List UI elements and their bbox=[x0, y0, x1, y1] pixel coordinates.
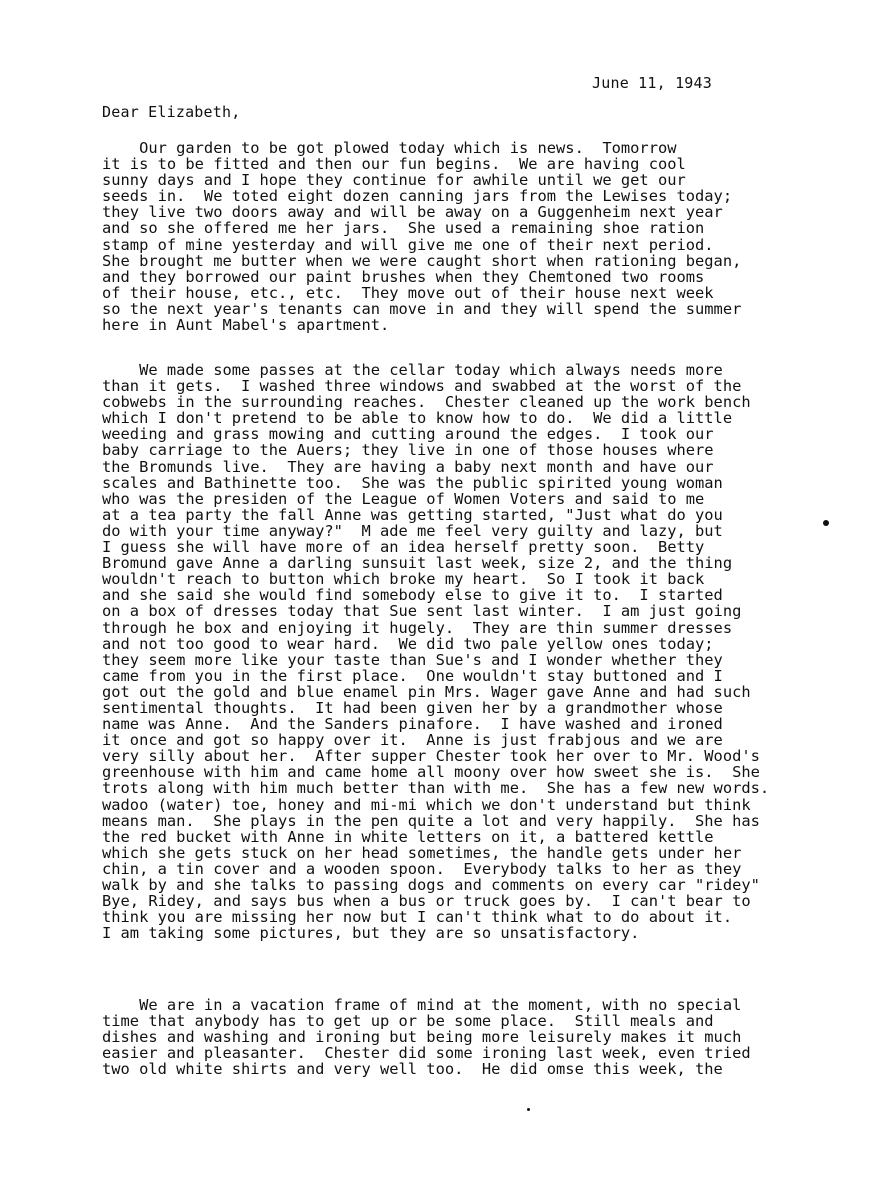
text-line: came from you in the first place. One wouldn't stay buttoned and I bbox=[102, 666, 723, 685]
text-line: the Bromunds live. They are having a baby next month and have our bbox=[102, 457, 714, 476]
text-line: of their house, etc., etc. They move out of their house next week bbox=[102, 283, 714, 302]
text-line: sentimental thoughts. It had been given her by a grandmother whose bbox=[102, 698, 723, 717]
text-line: which she gets stuck on her head sometimes, the handle gets under her bbox=[102, 843, 742, 862]
ink-dot-mark bbox=[527, 1108, 530, 1111]
text-line: Bye, Ridey, and says bus when a bus or truck goes by. I can't bear to bbox=[102, 892, 751, 911]
text-line: chin, a tin cover and a wooden spoon. Everybody talks to her as they bbox=[102, 859, 742, 878]
paragraph-3 bbox=[102, 997, 832, 1077]
text-line: cobwebs in the surrounding reaches. Chester cleaned up the work bench bbox=[102, 393, 751, 412]
text-line: She brought me butter when we were caught short when rationing began, bbox=[102, 251, 742, 270]
text-line: who was the presiden of the League of Women Voters and said to me bbox=[102, 489, 705, 508]
text-line: it is to be fitted and then our fun begins. We are having cool bbox=[102, 155, 686, 174]
text-line: easier and pleasanter. Chester did some ironing last week, even tried bbox=[102, 1044, 751, 1063]
text-line: We are in a vacation frame of mind at the moment, with no special bbox=[102, 996, 742, 1014]
text-line: and they borrowed our paint brushes when they Chemtoned two rooms bbox=[102, 267, 705, 286]
text-line: very silly about her. After supper Chester took her over to Mr. Wood's bbox=[102, 747, 760, 766]
text-line: wouldn't reach to button which broke my heart. So I took it back bbox=[102, 570, 705, 589]
text-line: dishes and washing and ironing but being more leisurely makes it much bbox=[102, 1028, 742, 1047]
text-line: and she said she would find somebody else to give it to. I started bbox=[102, 586, 723, 605]
text-line: through he box and enjoying it hugely. They are thin summer dresses bbox=[102, 618, 733, 637]
text-line: walk by and she talks to passing dogs and comments on every car "ridey" bbox=[102, 876, 760, 894]
text-line: weeding and grass mowing and cutting around the edges. I took our bbox=[102, 425, 714, 444]
text-line: stamp of mine yesterday and will give me one of their next period. bbox=[102, 235, 714, 254]
ink-dot-mark bbox=[823, 520, 829, 526]
text-line: sunny days and I hope they continue for awhile until we get our bbox=[102, 171, 686, 190]
text-line: means man. She plays in the pen quite a lot and very happily. She has bbox=[102, 811, 760, 830]
text-line: trots along with him much better than with me. She has a few new words. bbox=[102, 779, 770, 798]
text-line: on a box of dresses today that Sue sent last winter. I am just going bbox=[102, 602, 742, 621]
paragraph-1 bbox=[102, 140, 832, 333]
text-line: Bromund gave Anne a darling sunsuit last week, size 2, and the thing bbox=[102, 554, 733, 573]
text-line: got out the gold and blue enamel pin Mrs. Wager gave Anne and had such bbox=[102, 682, 751, 701]
text-line: scales and Bathinette too. She was the public spirited young woman bbox=[102, 473, 723, 492]
text-line: than it gets. I washed three windows and swabbed at the worst of the bbox=[102, 377, 742, 396]
text-line: the red bucket with Anne in white letters on it, a battered kettle bbox=[102, 827, 714, 846]
text-line: Our garden to be got plowed today which is news. Tomorrow bbox=[102, 139, 677, 157]
text-line: greenhouse with him and came home all moony over how sweet she is. She bbox=[102, 763, 760, 782]
text-line: at a tea party the fall Anne was getting started, "Just what do you bbox=[102, 505, 723, 524]
text-line: We made some passes at the cellar today which always needs more bbox=[102, 361, 723, 379]
text-line: I guess she will have more of an idea herself pretty soon. Betty bbox=[102, 538, 705, 557]
text-line: wadoo (water) toe, honey and mi-mi which we don't understand but think bbox=[102, 795, 751, 814]
text-line: which I don't pretend to be able to know how to do. We did a little bbox=[102, 409, 733, 428]
text-line: I am taking some pictures, but they are so unsatisfactory. bbox=[102, 924, 640, 943]
text-line: it once and got so happy over it. Anne is just frabjous and we are bbox=[102, 731, 723, 750]
text-line: they seem more like your taste than Sue's and I wonder whether they bbox=[102, 650, 723, 669]
text-line: so the next year's tenants can move in and they will spend the summer bbox=[102, 299, 742, 318]
text-line: time that anybody has to get up or be some place. Still meals and bbox=[102, 1012, 714, 1031]
text-line: think you are missing her now but I can't think what to do about it. bbox=[102, 908, 733, 927]
text-line: and so she offered me her jars. She used a remaining shoe ration bbox=[102, 219, 705, 238]
text-line: here in Aunt Mabel's apartment. bbox=[102, 316, 390, 335]
paragraph-2 bbox=[102, 362, 832, 941]
letter-date: June 11, 1943 bbox=[592, 74, 712, 92]
text-line: seeds in. We toted eight dozen canning jars from the Lewises today; bbox=[102, 187, 733, 206]
text-line: baby carriage to the Auers; they live in one of those houses where bbox=[102, 441, 714, 460]
text-line: and not too good to wear hard. We did two pale yellow ones today; bbox=[102, 634, 714, 653]
letter-salutation: Dear Elizabeth, bbox=[102, 103, 241, 121]
text-line: two old white shirts and very well too. He did omse this week, the bbox=[102, 1060, 723, 1079]
text-line: name was Anne. And the Sanders pinafore. I have washed and ironed bbox=[102, 715, 723, 734]
text-line: do with your time anyway?" M ade me feel very guilty and lazy, but bbox=[102, 521, 723, 540]
text-line: they live two doors away and will be away on a Guggenheim next year bbox=[102, 203, 723, 222]
